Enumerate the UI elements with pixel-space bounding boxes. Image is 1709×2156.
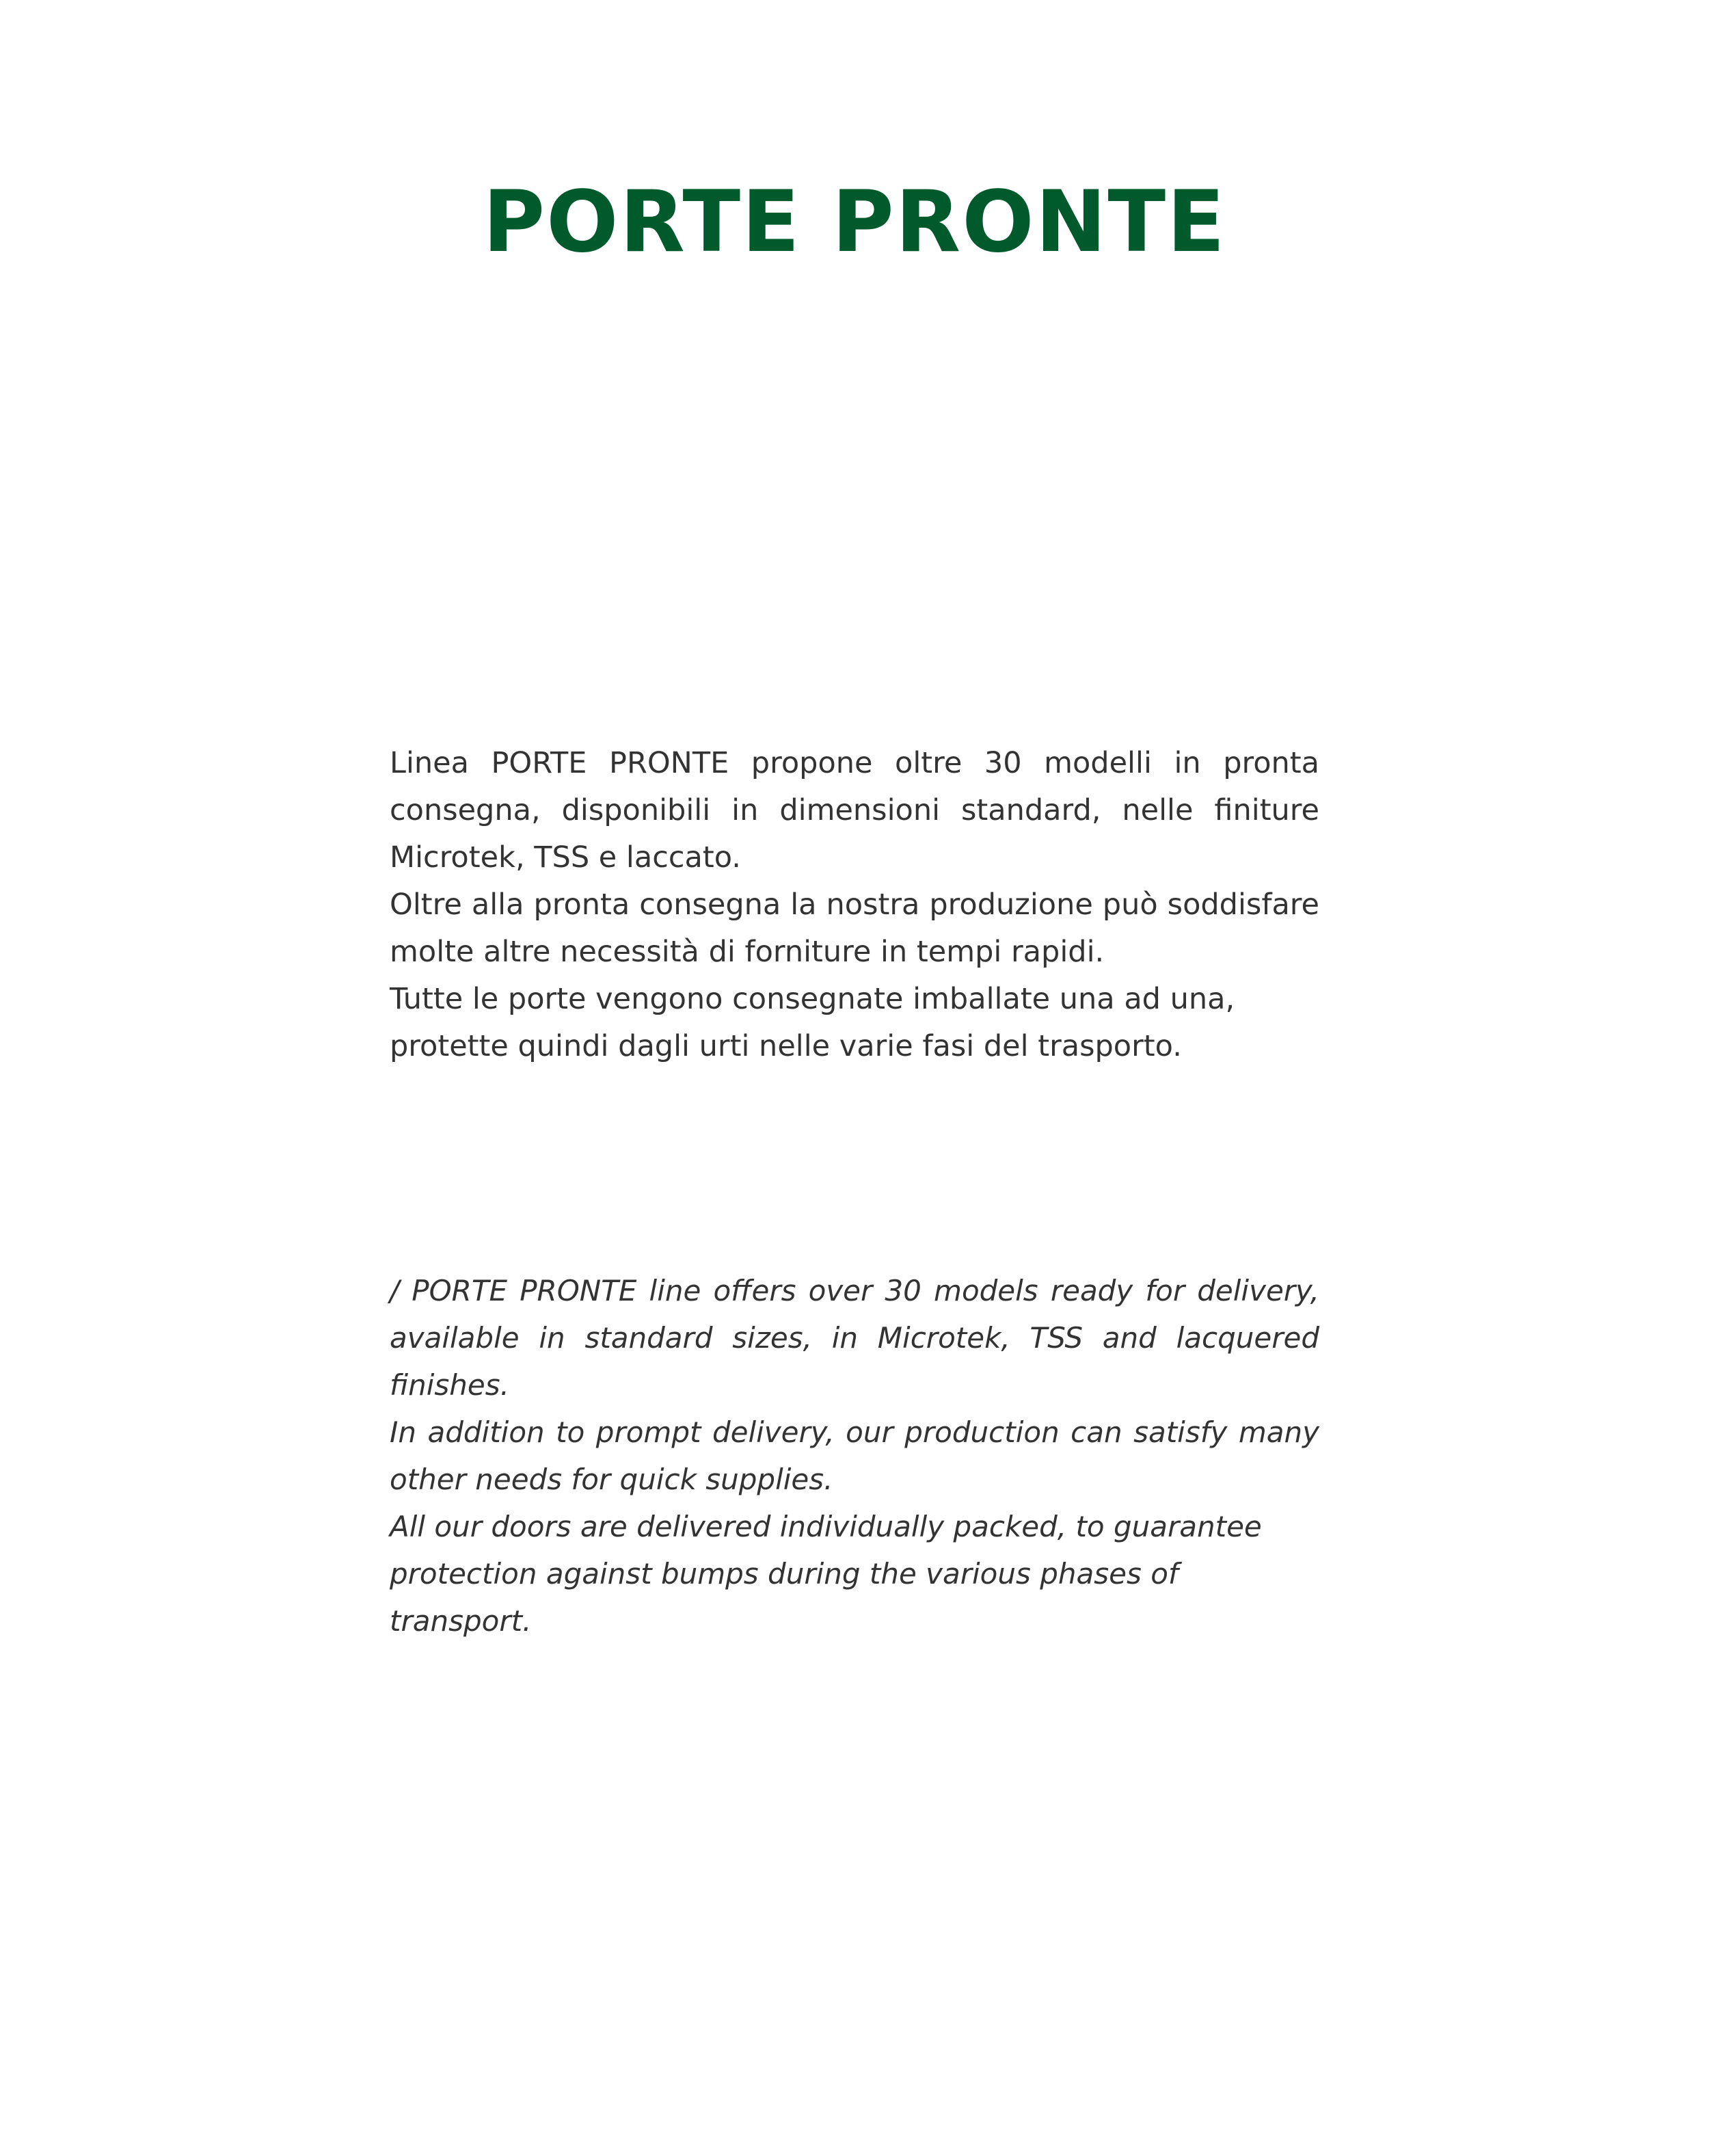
english-paragraph-2: In addition to prompt delivery, our production can satisfy many other needs for quick supplies. bbox=[390, 1415, 1319, 1496]
italian-description bbox=[390, 740, 1319, 1070]
english-paragraph-3: All our doors are delivered individually packed, to guarantee protection against bumps during the various phases of transport. bbox=[390, 1510, 1262, 1638]
english-paragraph-1: / PORTE PRONTE line offers over 30 models ready for delivery, available in standard sizes, in Microtek, TSS and lacquered finishes. bbox=[390, 1274, 1319, 1402]
italian-paragraph-1: Linea PORTE PRONTE propone oltre 30 modelli in pronta consegna, disponibili in dimensioni standard, nelle finiture Microtek, TSS e laccato. bbox=[390, 746, 1319, 875]
page-title: PORTE PRONTE bbox=[483, 173, 1226, 271]
english-description bbox=[390, 1267, 1319, 1645]
italian-paragraph-3: Tutte le porte vengono consegnate imballate una ad una, protette quindi dagli urti nelle varie fasi del trasporto. bbox=[390, 982, 1235, 1063]
italian-paragraph-2: Oltre alla pronta consegna la nostra produzione può soddisfare molte altre necessità di forniture in tempi rapidi. bbox=[390, 888, 1319, 969]
